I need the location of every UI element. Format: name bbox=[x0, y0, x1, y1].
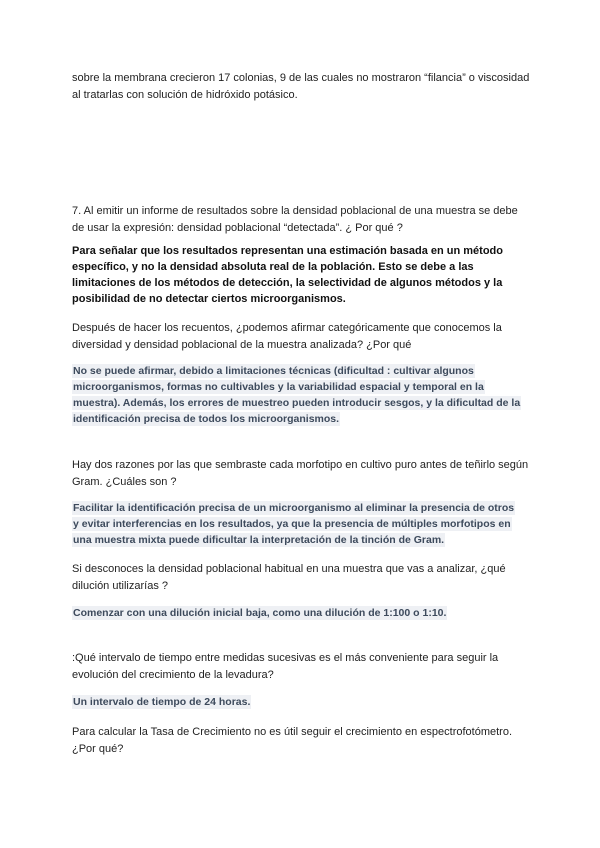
answer-10-text: Comenzar con una dilución inicial baja, como una dilución de 1:100 o 1:10. bbox=[73, 607, 447, 619]
question-8: Después de hacer los recuentos, ¿podemos afirmar categóricamente que conocemos la diversidad y densidad poblacional de la muestra analizada? ¿Por qué bbox=[72, 322, 502, 351]
question-7: 7. Al emitir un informe de resultados sobre la densidad poblacional de una muestra se debe de usar la expresión: densidad poblacional “detectada”. ¿ Por qué ? bbox=[72, 205, 518, 234]
text-paragraph-colonias: sobre la membrana crecieron 17 colonias, 9 de las cuales no mostraron “filancia” o viscosidad al tratarlas con solución de hidróxido potásico. bbox=[72, 72, 530, 101]
question-12: Para calcular la Tasa de Crecimiento no es útil seguir el crecimiento en espectrofotómetro. ¿Por qué? bbox=[72, 726, 513, 755]
question-11: :Qué intervalo de tiempo entre medidas sucesivas es el más conveniente para seguir la evolución del crecimiento de la levadura? bbox=[72, 652, 499, 681]
answer-9-text: Facilitar la identificación precisa de un microorganismo al eliminar la presencia de otros y evitar interferencias en los resultados, ya que la presencia de múltiples morfotipos en una muestra mixta puede dificultar la interpretación de la tinción de Gram. bbox=[73, 502, 515, 546]
question-10: Si desconoces la densidad poblacional habitual en una muestra que vas a analizar, ¿qué dilución utilizarías ? bbox=[72, 563, 506, 592]
answer-10 bbox=[72, 605, 522, 621]
answer-8-text: No se puede afirmar, debido a limitaciones técnicas (dificultad : cultivar algunos microorganismos, formas no cultivables y la variabilidad espacial y temporal en la muestra). Además, los errores de muestreo pueden introducir sesgos, y la dificultad de la identificación precisa de todos los microorganismos. bbox=[73, 365, 521, 425]
answer-11-text: Un intervalo de tiempo de 24 horas. bbox=[73, 696, 251, 708]
answer-9 bbox=[72, 500, 522, 548]
answer-7: Para señalar que los resultados representan una estimación basada en un método específico, y no la densidad absoluta real de la población. Esto se debe a las limitaciones de los métodos de detección, la selectividad de algunos métodos y la posibilidad de no detectar ciertos microorganismos. bbox=[72, 245, 503, 305]
question-9: Hay dos razones por las que sembraste cada morfotipo en cultivo puro antes de teñirlo según Gram. ¿Cuáles son ? bbox=[72, 459, 529, 488]
answer-8 bbox=[72, 363, 522, 427]
answer-11 bbox=[72, 694, 522, 710]
